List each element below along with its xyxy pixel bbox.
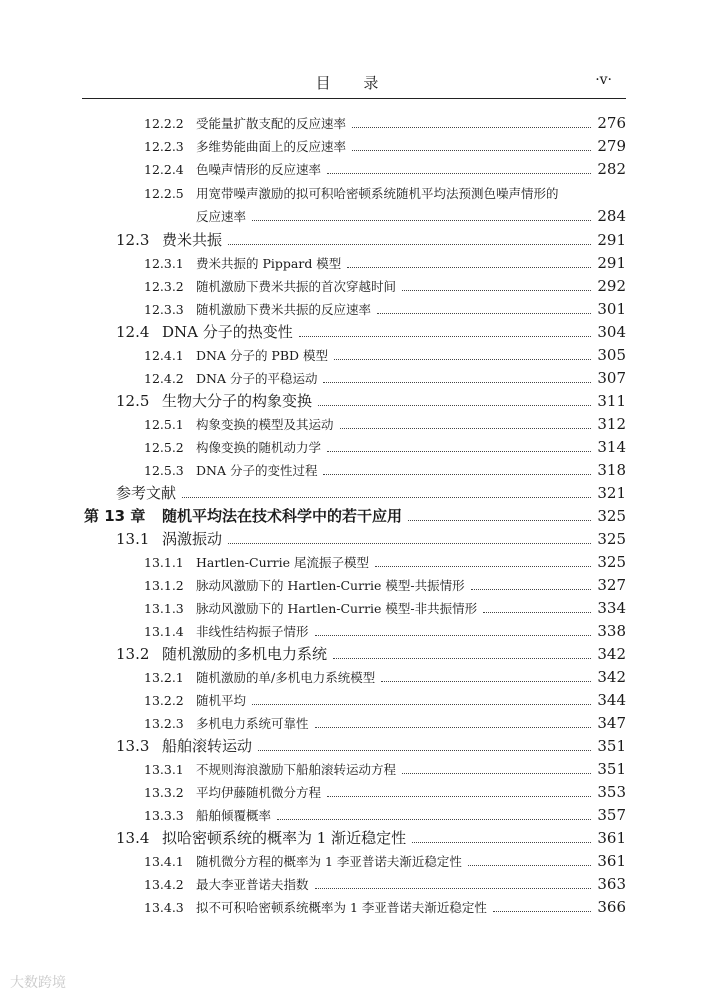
toc-entry-title: 随机激励的多机电力系统 [162, 645, 328, 663]
toc-entry-title: 费米共振 [162, 231, 223, 249]
toc-entry-page: 351 [597, 737, 626, 755]
toc-entry-title: 参考文献 [116, 484, 177, 502]
toc-entry[interactable] [144, 576, 626, 594]
toc-entry-number: 12.4.2 [144, 371, 184, 386]
toc-entry-page: 344 [597, 691, 626, 709]
toc-entry-number: 13.4.1 [144, 854, 184, 869]
toc-chapter[interactable] [84, 505, 626, 526]
dot-leader [412, 842, 591, 843]
toc-entry-title: 非线性结构振子情形 [196, 624, 309, 639]
toc-entry-page: 361 [597, 829, 626, 847]
toc-entry[interactable] [144, 668, 626, 686]
toc-entry-continuation[interactable] [196, 207, 626, 225]
toc-entry-page: 363 [597, 875, 626, 893]
toc-entry-title: 生物大分子的构象变换 [162, 392, 313, 410]
dot-leader [252, 704, 591, 705]
toc-entry-page: 353 [597, 783, 626, 801]
toc-entry-number: 12.2.4 [144, 162, 184, 177]
toc-entry-page: 311 [597, 392, 626, 410]
toc-entry-title: 多机电力系统可靠性 [196, 716, 309, 731]
toc-entry-number: 12.5 [116, 392, 150, 410]
toc-entry[interactable] [144, 622, 626, 640]
toc-entry-number: 13.2.3 [144, 716, 184, 731]
toc-entry-number: 13.3.1 [144, 762, 184, 777]
toc-entry-number: 13.2.2 [144, 693, 184, 708]
toc-entry[interactable] [144, 806, 626, 824]
toc-entry-title: 色噪声情形的反应速率 [196, 162, 322, 177]
toc-entry-title: 随机激励的单/多机电力系统模型 [196, 670, 376, 685]
toc-entry[interactable] [144, 254, 626, 272]
toc-entry-title: DNA 分子的 PBD 模型 [196, 348, 329, 363]
toc-entry[interactable] [144, 760, 626, 778]
toc-entry[interactable] [144, 369, 626, 387]
toc-entry-number: 13.1.4 [144, 624, 184, 639]
watermark: 大数跨境 [10, 975, 66, 991]
dot-leader [377, 313, 591, 314]
dot-leader [318, 405, 591, 406]
dot-leader [315, 888, 592, 889]
toc-entry-number: 12.3.3 [144, 302, 184, 317]
dot-leader [402, 290, 591, 291]
toc-entry[interactable] [144, 137, 626, 155]
toc-entry-number: 13.1 [116, 530, 150, 548]
toc-entry-page: 342 [597, 668, 626, 686]
toc-entry[interactable] [144, 852, 626, 870]
toc-section[interactable] [116, 390, 626, 411]
toc-entry-page: 334 [597, 599, 626, 617]
toc-entry-title: 不规则海浪激励下船舶滚转运动方程 [196, 762, 397, 777]
dot-leader [299, 336, 592, 337]
toc-entry-title: 用宽带噪声激励的拟可积哈密顿系统随机平均法预测色噪声情形的 [196, 186, 559, 201]
dot-leader [258, 750, 591, 751]
toc-entry-title: 脉动风激励下的 Hartlen-Currie 模型-非共振情形 [196, 601, 478, 616]
toc-entry[interactable] [144, 300, 626, 318]
toc-section[interactable] [116, 229, 626, 250]
toc-entry-page: 301 [597, 300, 626, 318]
toc-entry[interactable] [144, 461, 626, 479]
dot-leader [471, 589, 592, 590]
toc-entry-title: Hartlen-Currie 尾流振子模型 [196, 555, 369, 570]
toc-entry-number: 12.3.2 [144, 279, 184, 294]
toc-entry-page: 314 [597, 438, 626, 456]
toc-entry-number: 13.1.3 [144, 601, 184, 616]
toc-entry-number: 13.2 [116, 645, 150, 663]
toc-entry-number: 13.3 [116, 737, 150, 755]
toc-entry-title: DNA 分子的平稳运动 [196, 371, 318, 386]
toc-entry-title: 构象变换的模型及其运动 [196, 417, 334, 432]
toc-entry-number: 13.3.2 [144, 785, 184, 800]
toc-entry-number: 13.4 [116, 829, 150, 847]
dot-leader [334, 359, 591, 360]
dot-leader [408, 520, 591, 521]
toc-entry-number: 12.2.5 [144, 186, 184, 201]
toc-entry-page: 357 [597, 806, 626, 824]
toc-entry-page: 284 [597, 207, 626, 225]
toc-entry-page: 292 [597, 277, 626, 295]
toc-entry[interactable] [144, 599, 626, 617]
toc-entry-number: 13.4.2 [144, 877, 184, 892]
toc-entry-number: 13.2.1 [144, 670, 184, 685]
toc-entry-title: 脉动风激励下的 Hartlen-Currie 模型-共振情形 [196, 578, 465, 593]
dot-leader [402, 773, 591, 774]
toc-entry-number: 12.4.1 [144, 348, 184, 363]
toc-entry-number: 12.3.1 [144, 256, 184, 271]
toc-entry-title: 随机激励下费米共振的反应速率 [196, 302, 372, 317]
dot-leader [228, 244, 591, 245]
toc-entry-title: 受能量扩散支配的反应速率 [196, 116, 347, 131]
toc-entry[interactable] [144, 875, 626, 893]
toc-chapter-number: 第 13 章 [84, 507, 146, 525]
toc-entry-page: 282 [597, 160, 626, 178]
toc-entry-page: 327 [597, 576, 626, 594]
toc-entry-number: 13.3.3 [144, 808, 184, 823]
toc-entry-title-cont: 反应速率 [196, 209, 247, 224]
dot-leader [347, 267, 591, 268]
toc-entry-page: 304 [597, 323, 626, 341]
toc-entry-page: 361 [597, 852, 626, 870]
toc-entry[interactable] [144, 691, 626, 709]
toc-entry-number: 12.2.2 [144, 116, 184, 131]
toc-references[interactable] [116, 482, 626, 503]
toc-entry-number: 12.4 [116, 323, 150, 341]
toc-entry-page: 366 [597, 898, 626, 916]
toc-entry-title: 随机激励下费米共振的首次穿越时间 [196, 279, 397, 294]
toc-entry-title: 船舶倾覆概率 [196, 808, 272, 823]
toc-entry-page: 318 [597, 461, 626, 479]
dot-leader [327, 451, 591, 452]
toc-entry-page: 279 [597, 137, 626, 155]
dot-leader [228, 543, 591, 544]
dot-leader [381, 681, 591, 682]
dot-leader [468, 865, 591, 866]
toc-entry[interactable] [144, 898, 626, 916]
dot-leader [315, 727, 592, 728]
dot-leader [182, 497, 591, 498]
dot-leader [277, 819, 591, 820]
dot-leader [327, 796, 591, 797]
toc-entry-number: 13.4.3 [144, 900, 184, 915]
toc-entry-number: 12.3 [116, 231, 150, 249]
dot-leader [252, 220, 591, 221]
header-rule [82, 98, 626, 99]
dot-leader [340, 428, 592, 429]
dot-leader [327, 173, 591, 174]
toc-entry-first-line[interactable] [144, 184, 559, 202]
dot-leader [323, 474, 591, 475]
toc-entry-title: 涡激振动 [162, 530, 223, 548]
toc-entry[interactable] [144, 438, 626, 456]
toc-entry-page: 347 [597, 714, 626, 732]
toc-entry-page: 307 [597, 369, 626, 387]
dot-leader [352, 150, 591, 151]
toc-entry-title: 多维势能曲面上的反应速率 [196, 139, 347, 154]
toc-entry-title: 拟哈密顿系统的概率为 1 渐近稳定性 [162, 829, 407, 847]
toc-entry[interactable] [144, 553, 626, 571]
toc-entry-page: 276 [597, 114, 626, 132]
toc-entry-page: 305 [597, 346, 626, 364]
toc-entry-page: 351 [597, 760, 626, 778]
page-header-title: 目 录 [315, 74, 393, 92]
toc-section[interactable] [116, 827, 626, 848]
toc-entry-number: 12.5.2 [144, 440, 184, 455]
toc-entry-title: 最大李亚普诺夫指数 [196, 877, 309, 892]
toc-entry[interactable] [144, 714, 626, 732]
toc-entry-page: 338 [597, 622, 626, 640]
toc-entry-page: 291 [597, 254, 626, 272]
toc-entry-title: 平均伊藤随机微分方程 [196, 785, 322, 800]
toc-entry-title: 随机平均 [196, 693, 247, 708]
toc-entry-number: 13.1.1 [144, 555, 184, 570]
dot-leader [375, 566, 591, 567]
toc-entry-number: 12.5.1 [144, 417, 184, 432]
toc-section[interactable] [116, 528, 626, 549]
toc-entry[interactable] [144, 277, 626, 295]
toc-entry[interactable] [144, 346, 626, 364]
toc-entry-title: 拟不可积哈密顿系统概率为 1 李亚普诺夫渐近稳定性 [196, 900, 487, 915]
toc-entry-page: 342 [597, 645, 626, 663]
toc-entry-page: 325 [597, 530, 626, 548]
toc-entry-title: DNA 分子的变性过程 [196, 463, 318, 478]
dot-leader [323, 382, 591, 383]
toc-entry-title: 随机微分方程的概率为 1 李亚普诺夫渐近稳定性 [196, 854, 462, 869]
toc-entry-number: 13.1.2 [144, 578, 184, 593]
toc-entry[interactable] [144, 114, 626, 132]
toc-entry-number: 12.2.3 [144, 139, 184, 154]
toc-entry-number: 12.5.3 [144, 463, 184, 478]
toc-entry-page: 291 [597, 231, 626, 249]
toc-entry-title: DNA 分子的热变性 [162, 323, 293, 341]
toc-entry[interactable] [144, 415, 626, 433]
toc-entry[interactable] [144, 160, 626, 178]
toc-entry[interactable] [144, 783, 626, 801]
dot-leader [352, 127, 591, 128]
toc-entry-title: 船舶滚转运动 [162, 737, 253, 755]
dot-leader [333, 658, 591, 659]
toc-section[interactable] [116, 735, 626, 756]
dot-leader [493, 911, 591, 912]
toc-section[interactable] [116, 321, 626, 342]
toc-entry-page: 325 [597, 507, 626, 525]
toc-entry-title: 构像变换的随机动力学 [196, 440, 322, 455]
toc-entry-title: 费米共振的 Pippard 模型 [196, 256, 342, 271]
dot-leader [483, 612, 591, 613]
toc-entry-page: 312 [597, 415, 626, 433]
toc-chapter-title: 随机平均法在技术科学中的若干应用 [162, 507, 403, 525]
toc-entry-page: 325 [597, 553, 626, 571]
toc-section[interactable] [116, 643, 626, 664]
dot-leader [315, 635, 592, 636]
toc-entry-page: 321 [597, 484, 626, 502]
page-number-label: ·v· [595, 72, 612, 88]
